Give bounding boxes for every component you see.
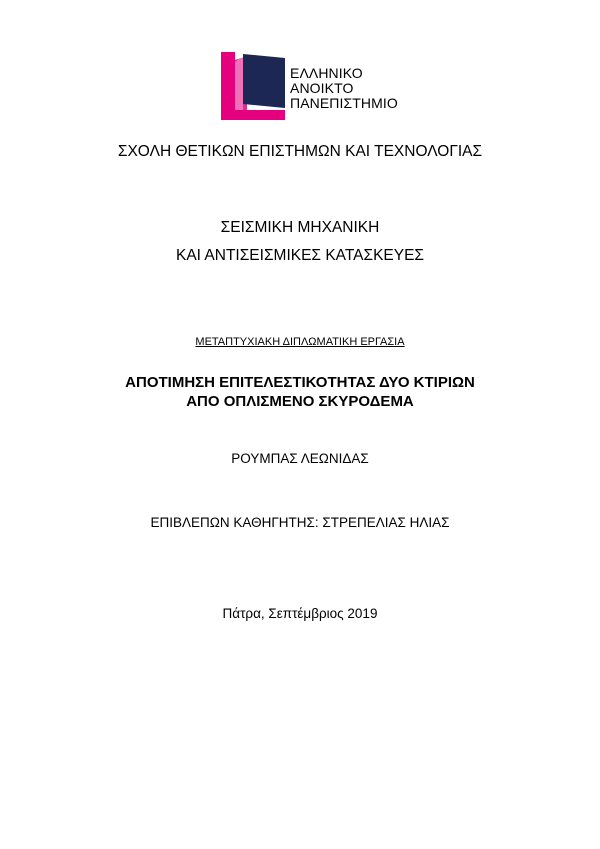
logo-text-line-1: ΕΛΛΗΝΙΚΟ — [290, 65, 363, 81]
university-logo — [221, 52, 411, 122]
school-name: ΣΧΟΛΗ ΘΕΤΙΚΩΝ ΕΠΙΣΤΗΜΩΝ ΚΑΙ ΤΕΧΝΟΛΟΓΙΑΣ — [117, 143, 483, 160]
supervisor: ΕΠΙΒΛΕΠΩΝ ΚΑΘΗΓΗΤΗΣ: ΣΤΡΕΠΕΛΙΑΣ ΗΛΙΑΣ — [150, 515, 450, 530]
logo-text-line-3: ΠΑΝΕΠΙΣΤΗΜΙΟ — [290, 95, 398, 111]
logo-text-line-2: ΑΝΟΙΚΤΟ — [290, 80, 354, 96]
university-logo-icon — [221, 52, 285, 120]
program-name-line-1: ΣΕΙΣΜΙΚΗ ΜΗΧΑΝΙΚΗ — [220, 219, 380, 236]
document-type: ΜΕΤΑΠΤΥΧΙΑΚΗ ΔΙΠΛΩΜΑΤΙΚΗ ΕΡΓΑΣΙΑ — [195, 336, 405, 348]
university-logo-text — [290, 66, 398, 111]
thesis-title-line-1: ΑΠΟΤΙΜΗΣΗ ΕΠΙΤΕΛΕΣΤΙΚΟΤΗΤΑΣ ΔΥΟ ΚΤΙΡΙΩΝ — [125, 374, 475, 391]
place-and-date: Πάτρα, Σεπτέμβριος 2019 — [222, 606, 378, 621]
author-name: ΡΟΥΜΠΑΣ ΛΕΩΝΙΔΑΣ — [231, 451, 369, 466]
thesis-title-line-2: ΑΠΟ ΟΠΛΙΣΜΕΝΟ ΣΚΥΡΟΔΕΜΑ — [186, 393, 414, 410]
program-name-line-2: ΚΑΙ ΑΝΤΙΣΕΙΣΜΙΚΕΣ ΚΑΤΑΣΚΕΥΕΣ — [175, 247, 425, 264]
